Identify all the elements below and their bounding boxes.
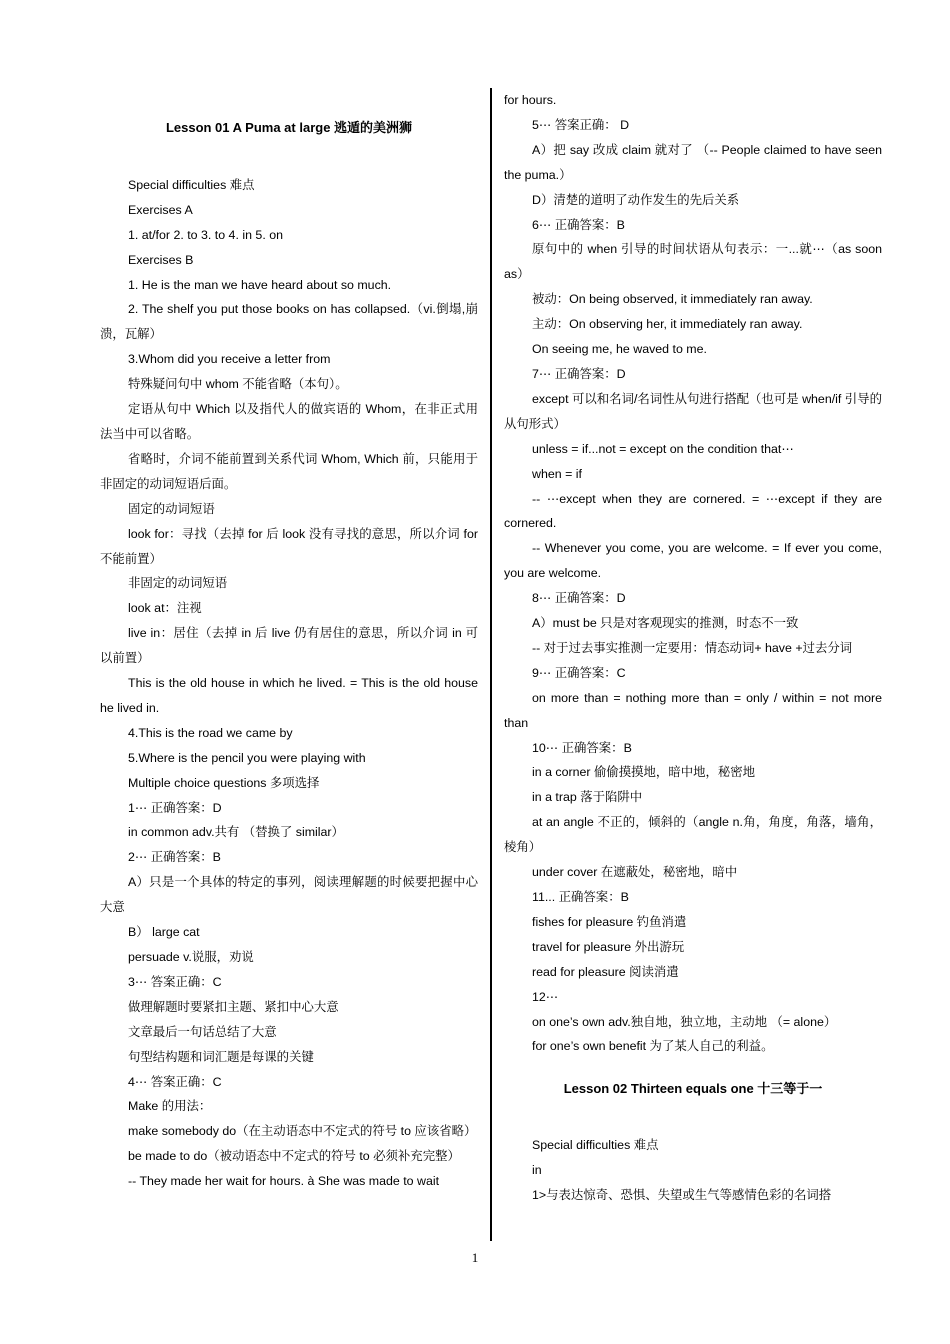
text-line: Exercises A xyxy=(128,202,193,217)
text-line: 1. at/for 2. to 3. to 4. in 5. on xyxy=(128,227,283,242)
text-line: 非固定的动词短语 xyxy=(128,576,228,591)
text-line: for one’s own benefit 为了某人自己的利益。 xyxy=(532,1039,774,1054)
text-line: A）把 say 改成 claim 就对了 （-- People claimed to have seen the puma.） xyxy=(504,142,882,182)
text-line: A）must be 只是对客观现实的推测，时态不一致 xyxy=(532,616,799,631)
text-line: travel for pleasure 外出游玩 xyxy=(532,939,685,954)
text-line: 定语从句中 Which 以及指代人的做宾语的 Whom，在非正式用法当中可以省略。 xyxy=(100,402,478,441)
text-line: 固定的动词短语 xyxy=(128,501,215,516)
text-line: Multiple choice questions 多项选择 xyxy=(128,775,320,790)
text-line: 句型结构题和词汇题是每课的关键 xyxy=(128,1049,314,1064)
text-line: 7⋯ 正确答案：D xyxy=(532,366,626,381)
text-line: Make 的用法： xyxy=(128,1099,212,1114)
text-line: 省略时，介词不能前置到关系代词 Whom, Which 前，只能用于非固定的动词短语后面。 xyxy=(100,451,478,491)
text-line: be made to do（被动语态中不定式的符号 to 必须补充完整） xyxy=(128,1149,460,1164)
right-text-block xyxy=(504,88,882,1059)
text-line: 3.Whom did you receive a letter from xyxy=(128,352,331,367)
text-line: Special difficulties 难点 xyxy=(532,1138,659,1153)
text-line: 3⋯ 答案正确：C xyxy=(128,974,222,989)
text-line: 5.Where is the pencil you were playing with xyxy=(128,750,366,765)
text-line: when = if xyxy=(532,466,582,481)
text-line: 1⋯ 正确答案：D xyxy=(128,800,222,815)
text-line: 主动：On observing her, it immediately ran away. xyxy=(532,317,803,332)
left-column xyxy=(100,88,478,1194)
text-line: in xyxy=(532,1163,542,1178)
text-line: at an angle 不正的，倾斜的（angle n.角，角度，角落，墙角，棱角） xyxy=(504,815,882,855)
text-line: under cover 在遮蔽处，秘密地，暗中 xyxy=(532,865,738,880)
text-line: D）清楚的道明了动作发生的先后关系 xyxy=(532,192,740,207)
text-line: persuade v.说服，劝说 xyxy=(128,950,254,964)
text-line: make somebody do（在主动语态中不定式的符号 to 应该省略） xyxy=(128,1124,477,1139)
text-line: read for pleasure 阅读消遣 xyxy=(532,964,679,979)
text-line: 特殊疑问句中 whom 不能省略（本句）。 xyxy=(128,377,348,392)
text-line: in a corner 偷偷摸摸地，暗中地，秘密地 xyxy=(532,765,756,780)
text-line: -- They made her wait for hours. à She was made to wait xyxy=(128,1174,440,1189)
text-line: in a trap 落于陷阱中 xyxy=(532,790,643,805)
text-line: -- Whenever you come, you are welcome. = If ever you come, you are welcome. xyxy=(504,541,882,581)
text-line: 5⋯ 答案正确： D xyxy=(532,117,630,132)
text-line: on more than = nothing more than = only / within = not more than xyxy=(504,690,882,730)
text-line: B） large cat xyxy=(128,925,200,940)
text-line: 2. The shelf you put those books on has collapsed.（vi.倒塌,崩溃，瓦解） xyxy=(100,302,478,342)
text-line: This is the old house in which he lived. = This is the old house he lived in. xyxy=(100,676,478,715)
left-text-block xyxy=(100,173,478,1194)
text-line: 11... 正确答案：B xyxy=(532,890,629,904)
text-line: 4⋯ 答案正确：C xyxy=(128,1074,222,1089)
text-line: 做理解题时要紧扣主题、紧扣中心大意 xyxy=(128,999,339,1014)
text-line: 被动：On being observed, it immediately ran away. xyxy=(532,292,813,307)
text-line: -- ⋯except when they are cornered. = ⋯except if they are cornered. xyxy=(504,491,882,531)
text-line: 文章最后一句话总结了大意 xyxy=(128,1024,277,1039)
text-line: 8⋯ 正确答案：D xyxy=(532,591,626,606)
text-line: 9⋯ 正确答案：C xyxy=(532,665,626,680)
text-line: on one’s own adv.独自地，独立地，主动地 （= alone） xyxy=(532,1014,837,1029)
text-line: A）只是一个具体的特定的事列，阅读理解题的时候要把握中心大意 xyxy=(100,875,478,915)
text-line: in common adv.共有 （替换了 similar） xyxy=(128,825,344,840)
right-text-block-2 xyxy=(504,1133,882,1208)
text-line: 2⋯ 正确答案：B xyxy=(128,850,221,865)
lesson-02-title: Lesson 02 Thirteen equals one 十三等于一 xyxy=(563,1081,823,1097)
text-line: Special difficulties 难点 xyxy=(128,177,255,192)
lesson-01-title: Lesson 01 A Puma at large 逃遁的美洲狮 xyxy=(165,120,413,135)
text-line: except 可以和名词/名词性从句进行搭配（也可是 when/if 引导的从句形式） xyxy=(504,391,882,431)
text-line: look at：注视 xyxy=(128,601,202,616)
text-line: live in：居住（去掉 in 后 live 仍有居住的意思，所以介词 in 可以前置） xyxy=(100,626,478,666)
text-line: fishes for pleasure 钓鱼消遣 xyxy=(532,914,687,929)
text-line: for hours. xyxy=(504,93,557,107)
page-number: 1 xyxy=(471,1250,479,1265)
text-line: On seeing me, he waved to me. xyxy=(532,342,707,357)
text-line: 6⋯ 正确答案：B xyxy=(532,217,625,232)
right-column xyxy=(504,88,882,1208)
text-line: look for：寻找（去掉 for 后 look 没有寻找的意思，所以介词 for 不能前置） xyxy=(100,526,478,566)
text-line: 12⋯ xyxy=(532,989,559,1004)
text-line: 4.This is the road we came by xyxy=(128,725,293,740)
text-line: 原句中的 when 引导的时间状语从句表示：一...就⋯（as soon as） xyxy=(504,242,882,282)
text-line: -- 对于过去事实推测一定要用：情态动词+ have +过去分词 xyxy=(532,640,853,655)
text-line: unless = if...not = except on the condition that⋯ xyxy=(532,441,794,456)
column-divider xyxy=(490,88,492,1241)
text-line: 10⋯ 正确答案：B xyxy=(532,740,632,755)
text-line: Exercises B xyxy=(128,252,194,267)
text-line: 1. He is the man we have heard about so much. xyxy=(128,277,392,292)
text-line: 1>与表达惊奇、恐惧、失望或生气等感情色彩的名词搭 xyxy=(532,1188,832,1203)
